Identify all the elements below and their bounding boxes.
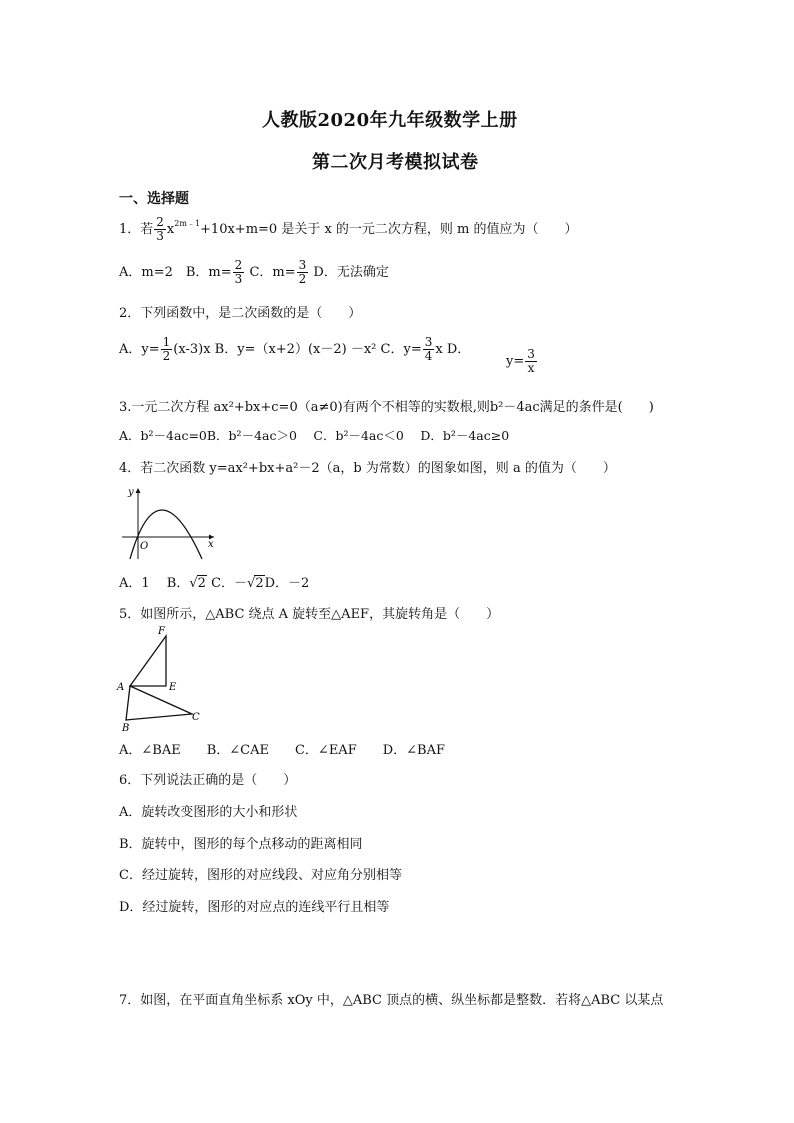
q1-options — [119, 259, 389, 286]
q2-opt-c-tail: x — [435, 342, 443, 357]
title-line-1: 人教版2020年九年级数学上册 — [262, 110, 518, 131]
q4-sqrt-sign-2: √ — [247, 576, 256, 591]
q6-option-b: B．旋转中，图形的每个点移动的距离相同 — [119, 837, 363, 852]
q2-opt-d-expr — [506, 348, 538, 375]
question-2: 2．下列函数中，是二次函数的是（ ） — [119, 306, 362, 321]
title-line-2: 第二次月考模拟试卷 — [312, 152, 479, 173]
q2-opt-d: D． — [446, 342, 471, 357]
question-4: 4．若二次函数 y=ax²+bx+a²－2（a，b 为常数）的图象如图，则 a 的值为（ ） — [119, 461, 616, 476]
q1-opt-c-frac — [297, 259, 309, 286]
q5-label-c: C — [192, 712, 200, 723]
q2-opt-c-frac — [423, 336, 435, 363]
q2-opt-a: A．y= — [119, 342, 160, 357]
q2-opt-c-num: 3 — [424, 335, 433, 349]
q2-opt-d-y: y= — [506, 354, 525, 369]
q5-label-f: F — [158, 626, 165, 637]
q2-opt-b: B．y=（x+2）(x－2) －x² — [214, 342, 377, 357]
q4-sqrt-1: 2 — [197, 576, 206, 591]
q1-opt-c-num: 3 — [298, 258, 307, 272]
q4-options — [119, 572, 309, 591]
q1-exponent: 2m﹣1 — [174, 219, 201, 228]
q1-opt-b-frac — [233, 259, 245, 286]
q5-triangle-aef — [130, 636, 166, 686]
q2-opt-a-den: 2 — [162, 349, 171, 363]
q1-opt-c-den: 2 — [298, 272, 307, 286]
q4-opt-d: D．－2 — [264, 576, 310, 591]
q1-opt-b-den: 3 — [234, 272, 243, 286]
q4-x-label: x — [208, 539, 214, 550]
q5-label-e: E — [169, 682, 177, 693]
q4-opt-c: C．－ — [211, 576, 248, 591]
q2-opt-d-den: x — [527, 361, 535, 375]
question-3: 3.一元二次方程 ax²+bx+c=0（a≠0)有两个不相等的实数根,则b²－4ac满足的条件是( ) — [119, 400, 654, 415]
q1-opt-d: D．无法确定 — [313, 265, 389, 280]
q5-triangle-abc — [126, 686, 192, 720]
q4-sqrt-sign-1: √ — [189, 576, 198, 591]
q4-origin-label: O — [140, 541, 149, 552]
q5-options: A．∠BAE B．∠CAE C．∠EAF D．∠BAF — [119, 743, 445, 758]
q2-opt-a-num: 1 — [162, 335, 171, 349]
q1-suffix: +10x+m=0 是关于 x 的一元二次方程，则 m 的值应为（ ） — [200, 222, 578, 237]
q4-sqrt-2: 2 — [255, 576, 264, 591]
q1-frac-num: 2 — [156, 215, 164, 229]
question-5: 5．如图所示，△ABC 绕点 A 旋转至△AEF，其旋转角是（ ） — [119, 607, 500, 622]
section-heading: 一、选择题 — [119, 191, 189, 207]
q2-opt-c: C．y= — [380, 342, 422, 357]
q1-prefix: 1．若 — [119, 222, 154, 237]
q1-fraction — [154, 216, 166, 243]
question-6: 6．下列说法正确的是（ ） — [119, 773, 297, 788]
q1-var: x — [166, 222, 175, 237]
q1-opt-a: A．m=2 B．m= — [119, 265, 232, 280]
q6-option-d: D．经过旋转，图形的对应点的连线平行且相等 — [119, 900, 390, 915]
q5-triangle-figure — [116, 624, 206, 734]
q6-option-c: C．经过旋转，图形的对应线段、对应角分别相等 — [119, 868, 402, 883]
q5-label-b: B — [122, 723, 130, 734]
question-7: 7．如图，在平面直角坐标系 xOy 中，△ABC 顶点的横、纵坐标都是整数．若将△ABC 以某点 — [119, 993, 664, 1008]
q2-opt-d-num: 3 — [527, 347, 535, 361]
question-1 — [119, 216, 578, 243]
q1-opt-b-num: 2 — [234, 258, 243, 272]
q4-y-arrow — [136, 488, 141, 493]
q4-parabola-graph — [118, 483, 218, 561]
q4-opt-ab: A．1 B． — [119, 576, 190, 591]
q1-frac-den: 3 — [156, 229, 164, 243]
q6-option-a: A．旋转改变图形的大小和形状 — [119, 805, 298, 820]
q2-opt-c-den: 4 — [424, 349, 433, 363]
q4-y-label: y — [128, 487, 134, 498]
q3-options: A．b²－4ac=0B．b²－4ac＞0 C．b²－4ac＜0 D．b²－4ac≥0 — [119, 428, 510, 443]
q2-opt-d-frac — [525, 348, 537, 375]
q2-options — [119, 336, 470, 363]
q2-opt-a-frac — [161, 336, 173, 363]
q5-label-a: A — [117, 682, 125, 693]
q1-opt-c: C．m= — [249, 265, 296, 280]
q2-opt-a-tail: (x-3)x — [173, 342, 211, 357]
